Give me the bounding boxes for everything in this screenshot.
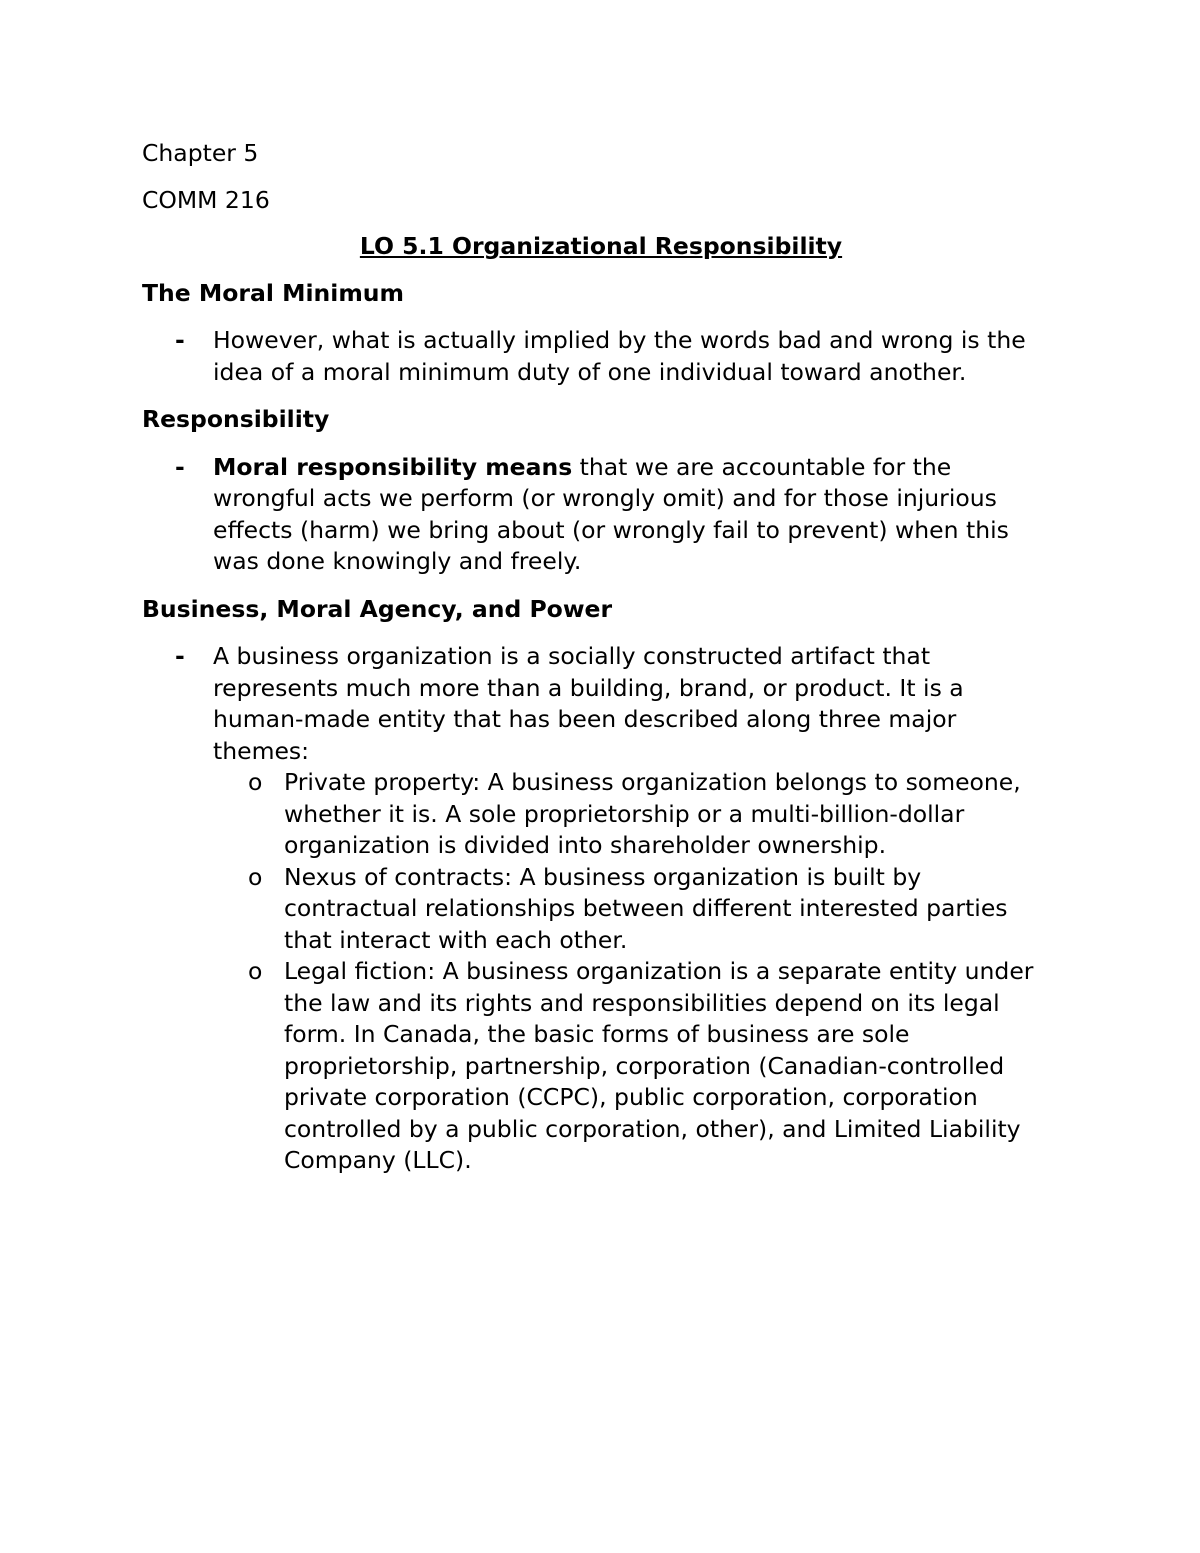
course-label: COMM 216	[142, 185, 270, 214]
circle-bullet-icon: o	[248, 862, 263, 891]
heading-moral-minimum: The Moral Minimum	[142, 278, 405, 307]
business-themes-list	[213, 767, 1042, 1177]
list-item	[213, 862, 1042, 957]
bullet-text: that we are accountable for the wrongful acts we perform (or wrongly omit) and for those injurious effects (harm) we bring about (or wrongly fail to prevent) when this was done knowingly and freely.	[213, 452, 1009, 575]
list-item-text: Nexus of contracts: A business organization is built by contractual relationships between different interested parties that interact with each other.	[284, 862, 1008, 954]
list-item-text: Legal fiction: A business organization is a separate entity under the law and its rights and responsibilities depend on its legal form. In Canada, the basic forms of business are sole proprietorship, partnership, corporation (Canadian-controlled private corporation (CCPC), public corporation, corporation controlled by a public corporation, other), and Limited Liability Company (LLC).	[284, 957, 1034, 1174]
bullet-text: A business organization is a socially constructed artifact that represents much more than a building, brand, or product. It is a human-made entity that has been described along three major themes:	[213, 642, 964, 765]
chapter-label: Chapter 5	[142, 139, 259, 167]
bullet-responsibility	[142, 452, 1042, 578]
document-page	[142, 138, 1042, 1177]
dash-bullet-icon: -	[175, 642, 185, 670]
list-item	[213, 956, 1042, 1177]
heading-responsibility: Responsibility	[142, 405, 330, 433]
circle-bullet-icon: o	[248, 957, 263, 985]
dash-bullet-icon: -	[175, 452, 185, 481]
bullet-business	[142, 641, 1042, 1177]
bullet-bold-text: Moral responsibility means	[213, 452, 573, 481]
dash-bullet-icon: -	[175, 326, 185, 354]
page-title: LO 5.1 Organizational Responsibility	[359, 232, 843, 260]
bullet-text: However, what is actually implied by the words bad and wrong is the idea of a moral minimum duty of one individual toward another.	[213, 326, 1026, 386]
bullet-moral-minimum	[142, 325, 1042, 388]
heading-business: Business, Moral Agency, and Power	[142, 594, 613, 623]
circle-bullet-icon: o	[248, 768, 263, 796]
list-item	[213, 767, 1042, 862]
list-item-text: Private property: A business organization belongs to someone, whether it is. A sole proprietorship or a multi-billion-dollar organization is divided into shareholder ownership.	[284, 768, 1021, 859]
